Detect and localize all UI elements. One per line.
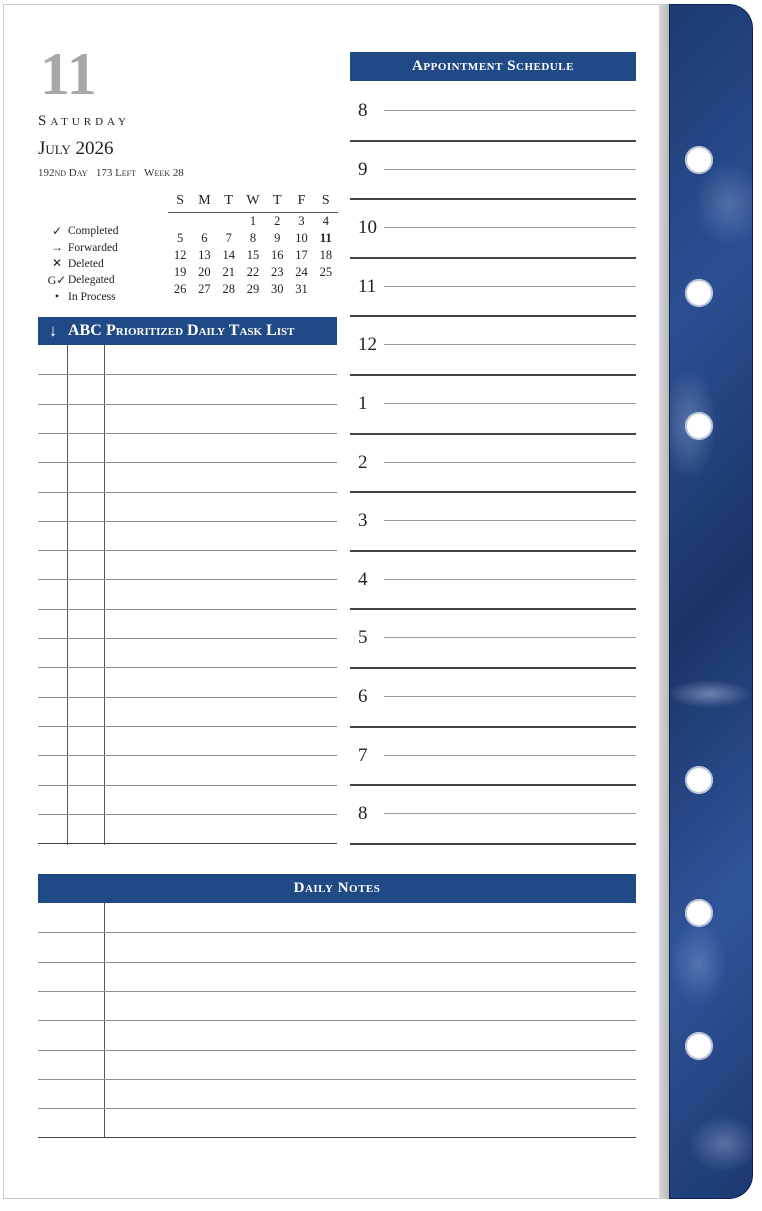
hour-label: 5: [358, 627, 368, 649]
task-line[interactable]: [38, 433, 337, 434]
calendar-weekday: T: [272, 193, 282, 208]
task-line[interactable]: [38, 579, 337, 580]
calendar-week: [168, 230, 338, 247]
task-line[interactable]: [38, 726, 337, 727]
hour-label: 6: [358, 685, 368, 707]
task-line[interactable]: [38, 843, 337, 844]
half-hour-line: [384, 344, 636, 345]
appointment-slot[interactable]: [350, 669, 636, 728]
legend-label: Forwarded: [68, 241, 118, 254]
punch-hole: [685, 1032, 713, 1060]
priority-column-divider: [67, 345, 68, 845]
calendar-weekday: W: [246, 193, 260, 208]
legend-label: In Process: [68, 290, 116, 303]
task-line[interactable]: [38, 374, 337, 375]
daily-notes-area: [38, 903, 636, 1138]
calendar-weekday-header: [168, 190, 338, 213]
calendar-day: 2: [274, 214, 281, 228]
task-list-header: [38, 317, 337, 345]
appointment-slot[interactable]: [350, 435, 636, 494]
hour-label: 11: [358, 275, 377, 297]
hour-label: 8: [358, 803, 368, 825]
appointment-slot[interactable]: [350, 200, 636, 259]
calendar-day: 22: [246, 265, 260, 279]
legend-symbol-icon: G✓: [47, 272, 67, 287]
calendar-day: 14: [222, 248, 235, 262]
task-line[interactable]: [38, 785, 337, 786]
hour-label: 8: [358, 100, 368, 121]
calendar-day: 11: [319, 231, 332, 245]
note-line[interactable]: [38, 962, 636, 963]
legend-symbol-icon: ✓: [51, 223, 63, 238]
task-line[interactable]: [38, 667, 337, 668]
appointment-slot[interactable]: [350, 728, 636, 787]
calendar-day: 21: [222, 265, 235, 279]
calendar-day: 26: [173, 282, 187, 296]
half-hour-line: [384, 755, 636, 756]
legend-label: Delegated: [68, 274, 115, 287]
calendar-day: 31: [295, 282, 308, 296]
legend-item: [46, 289, 118, 305]
task-line[interactable]: [38, 404, 337, 405]
calendar-day: 6: [201, 231, 208, 245]
calendar-day: 16: [271, 248, 284, 262]
note-line[interactable]: [38, 1137, 636, 1138]
hour-label: 10: [358, 217, 377, 239]
legend-symbol-icon: •: [54, 289, 60, 304]
note-line[interactable]: [38, 1108, 636, 1109]
legend-symbol-icon: →: [51, 240, 63, 255]
daily-notes-header: Daily Notes: [38, 874, 636, 903]
abc-label: ABC: [68, 322, 102, 339]
calendar-day: 3: [298, 214, 305, 228]
task-line[interactable]: [38, 638, 337, 639]
half-hour-line: [384, 579, 636, 580]
calendar-weekday: M: [198, 193, 211, 208]
hour-label: 1: [358, 392, 368, 414]
punch-hole: [685, 766, 713, 794]
calendar-week: [168, 281, 338, 298]
binder-tab: [669, 4, 753, 1199]
legend-item: [46, 239, 118, 255]
appointment-schedule: [350, 83, 636, 845]
legend-item: [46, 256, 118, 272]
calendar-day: 27: [198, 282, 211, 296]
calendar-day: 20: [198, 265, 211, 279]
calendar-day: 12: [173, 248, 187, 262]
task-list-title: Prioritized Daily Task List: [106, 322, 295, 339]
weekday-label: Saturday: [38, 113, 130, 129]
hour-label: 3: [358, 510, 368, 532]
task-line[interactable]: [38, 609, 337, 610]
calendar-day: 30: [271, 282, 284, 296]
calendar-week: [168, 247, 338, 264]
calendar-day: 29: [246, 282, 260, 296]
status-legend: [46, 223, 118, 305]
hour-label: 9: [358, 158, 368, 180]
calendar-week: [168, 264, 338, 281]
day-info: 192nd Day 173 Left Week 28: [38, 167, 184, 179]
calendar-weekday: T: [224, 193, 233, 208]
legend-symbol-icon: ✕: [51, 256, 63, 271]
legend-item: [46, 272, 118, 288]
half-hour-line: [384, 169, 636, 170]
calendar-day: 10: [295, 231, 308, 245]
task-line[interactable]: [38, 755, 337, 756]
appointment-schedule-header: Appointment Schedule: [350, 52, 636, 81]
calendar-day: 25: [319, 265, 333, 279]
calendar-day: 17: [295, 248, 308, 262]
month-year: July 2026: [38, 138, 114, 159]
half-hour-line: [384, 813, 636, 814]
calendar-day: 13: [198, 248, 211, 262]
calendar-day: 4: [322, 214, 329, 228]
appointment-slot[interactable]: [350, 83, 636, 142]
hour-label: 2: [358, 451, 368, 473]
appointment-slot[interactable]: [350, 786, 636, 845]
hour-label: 7: [358, 744, 368, 766]
note-line[interactable]: [38, 1079, 636, 1080]
calendar-weekday: S: [176, 193, 185, 208]
appointment-slot[interactable]: [350, 317, 636, 376]
appointment-slot[interactable]: [350, 610, 636, 669]
task-line[interactable]: [38, 462, 337, 463]
half-hour-line: [384, 110, 636, 111]
calendar-day: 23: [271, 265, 284, 279]
task-line[interactable]: [38, 550, 337, 551]
note-line[interactable]: [38, 932, 636, 933]
hour-label: 4: [358, 568, 368, 590]
appointment-slot[interactable]: [350, 552, 636, 611]
note-line[interactable]: [38, 991, 636, 992]
calendar-day: 15: [246, 248, 260, 262]
calendar-weekday: F: [297, 193, 306, 208]
half-hour-line: [384, 286, 636, 287]
abc-column-divider: [104, 345, 105, 845]
punch-hole: [685, 899, 713, 927]
mini-calendar: [168, 190, 338, 298]
punch-hole: [685, 279, 713, 307]
legend-label: Completed: [68, 225, 119, 238]
down-arrow-icon: ↓: [48, 321, 58, 340]
task-line[interactable]: [38, 492, 337, 493]
calendar-day: 24: [295, 265, 308, 279]
appointment-slot[interactable]: [350, 376, 636, 435]
half-hour-line: [384, 696, 636, 697]
legend-item: [46, 223, 118, 239]
punch-hole: [685, 146, 713, 174]
half-hour-line: [384, 462, 636, 463]
task-line[interactable]: [38, 521, 337, 522]
task-line[interactable]: [38, 697, 337, 698]
day-number: 11: [40, 41, 97, 107]
note-line[interactable]: [38, 1050, 636, 1051]
task-list-area: [38, 345, 337, 845]
half-hour-line: [384, 637, 636, 638]
calendar-weekday: S: [321, 193, 330, 208]
calendar-day: 18: [319, 248, 333, 262]
task-line[interactable]: [38, 814, 337, 815]
calendar-day: 5: [177, 231, 184, 245]
calendar-day: 28: [222, 282, 235, 296]
calendar-week: [168, 213, 338, 230]
calendar-day: 7: [225, 231, 232, 245]
half-hour-line: [384, 227, 636, 228]
half-hour-line: [384, 520, 636, 521]
calendar-day: 19: [173, 265, 187, 279]
calendar-day: 1: [249, 214, 257, 228]
half-hour-line: [384, 403, 636, 404]
hour-label: 12: [358, 334, 377, 356]
punch-hole: [685, 412, 713, 440]
calendar-day: 8: [249, 231, 257, 245]
appointment-slot[interactable]: [350, 142, 636, 201]
legend-label: Deleted: [68, 257, 104, 270]
appointment-slot[interactable]: [350, 493, 636, 552]
note-line[interactable]: [38, 1020, 636, 1021]
page-edge-shadow: [659, 4, 669, 1199]
calendar-day: 9: [274, 231, 281, 245]
appointment-slot[interactable]: [350, 259, 636, 318]
